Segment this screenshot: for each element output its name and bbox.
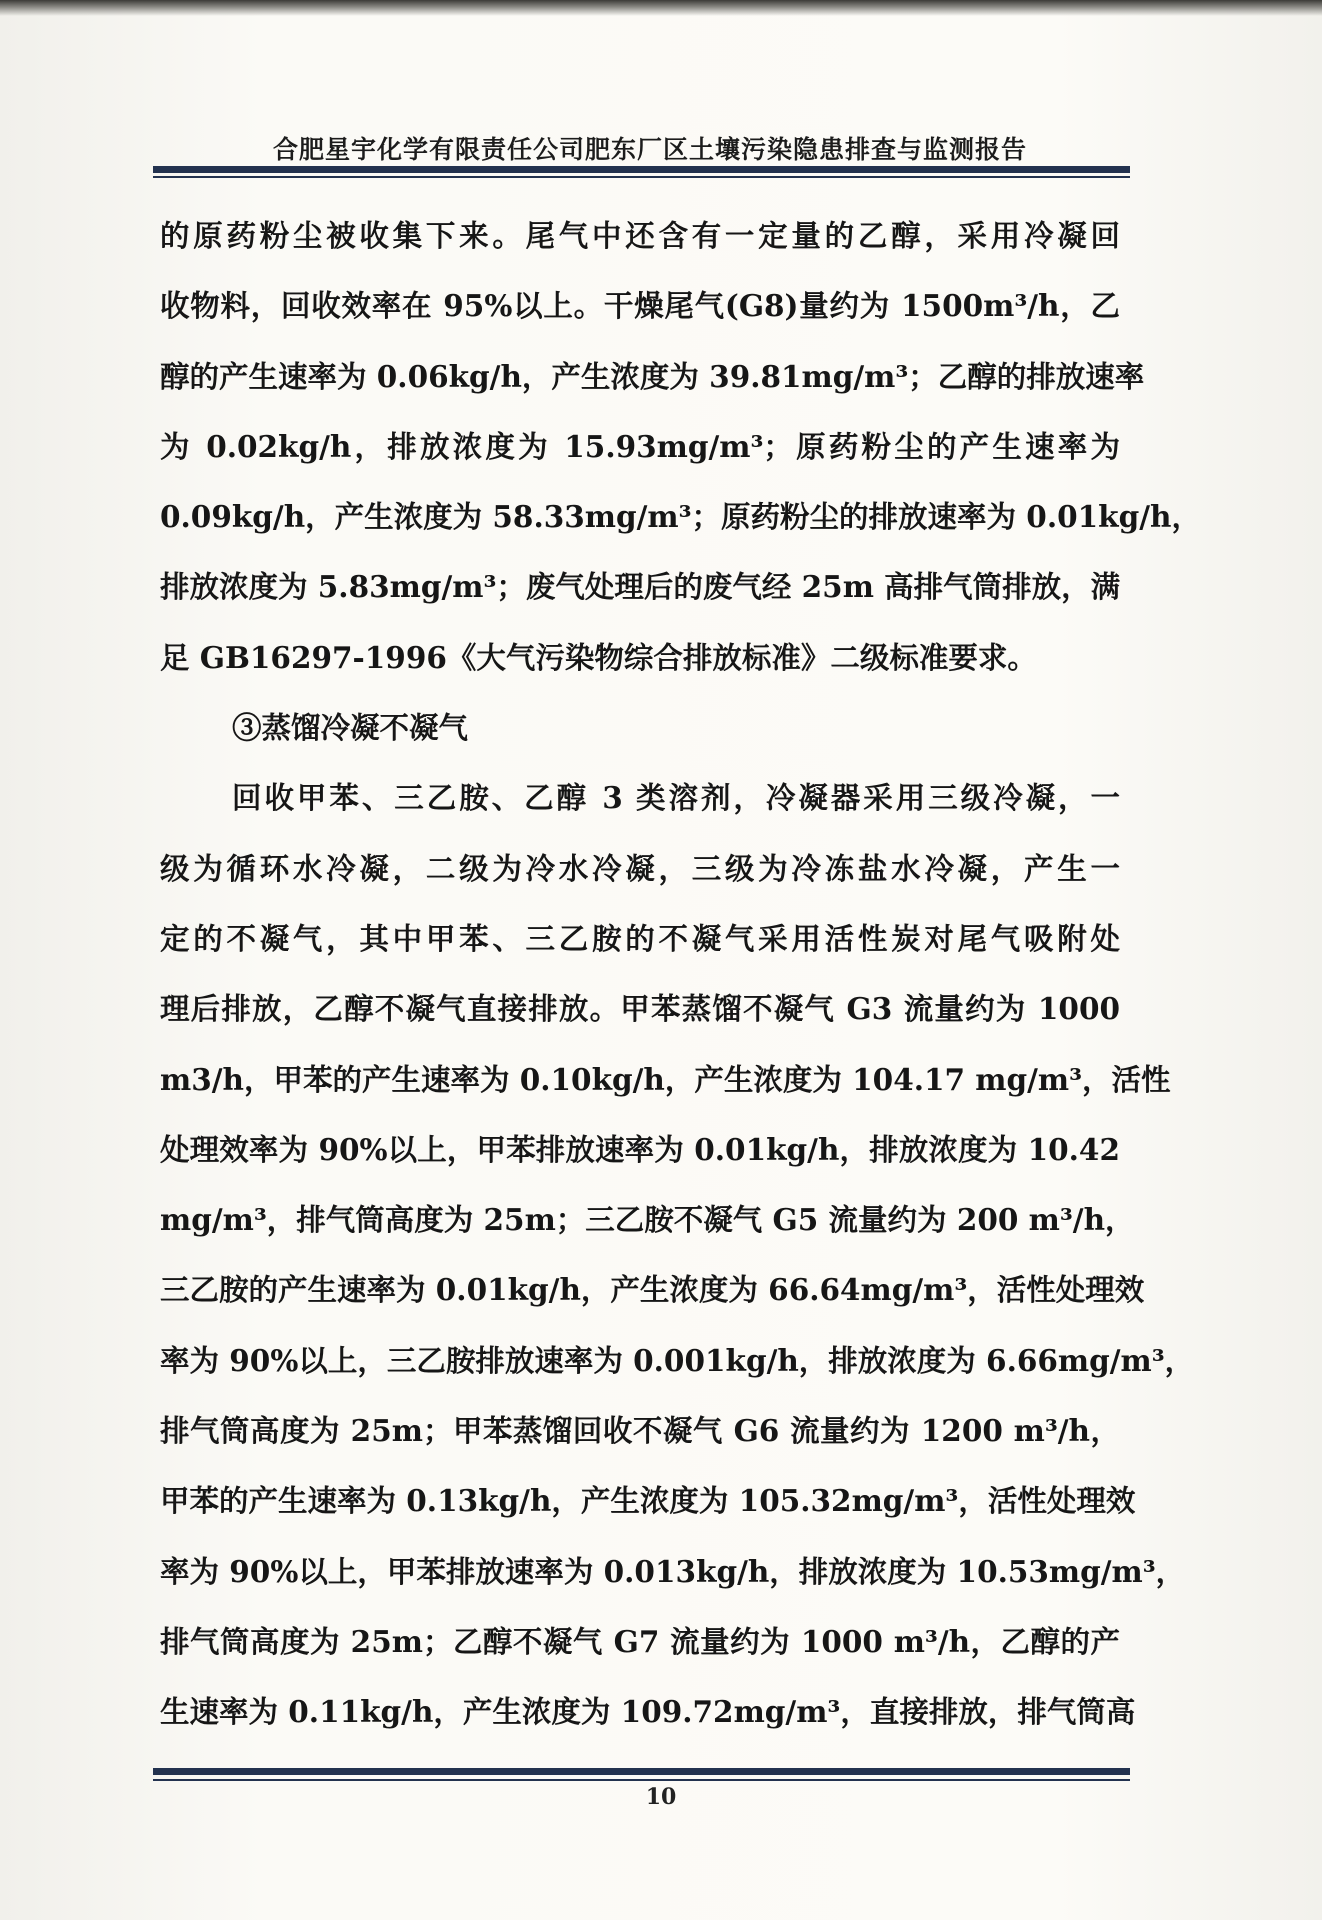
text-line: 排气筒高度为 25m；甲苯蒸馏回收不凝气 G6 流量约为 1200 m³/h， (160, 1413, 1120, 1449)
page-number: 10 (645, 1784, 677, 1810)
text-line: 醇的产生速率为 0.06kg/h，产生浓度为 39.81mg/m³；乙醇的排放速率 (160, 358, 1145, 394)
text-line: 级为循环水冷凝，二级为冷水冷凝，三级为冷冻盐水冷凝，产生一 (160, 850, 1120, 886)
page-header-title: 合肥星宇化学有限责任公司肥东厂区土壤污染隐患排查与监测报告 (272, 135, 1027, 164)
footer-rule-thick (153, 1768, 1130, 1775)
text-line: 足 GB16297-1996《大气污染物综合排放标准》二级标准要求。 (160, 639, 1037, 675)
text-line: 排放浓度为 5.83mg/m³；废气处理后的废气经 25m 高排气筒排放，满 (160, 569, 1121, 605)
text-line: 生速率为 0.11kg/h，产生浓度为 109.72mg/m³，直接排放，排气筒高 (160, 1694, 1136, 1730)
text-line: 收物料，回收效率在 95%以上。干燥尾气(G8)量约为 1500m³/h，乙 (160, 288, 1120, 324)
text-line: 0.09kg/h，产生浓度为 58.33mg/m³；原药粉尘的排放速率为 0.01kg/h， (160, 499, 1201, 535)
text-line: 为 0.02kg/h，排放浓度为 15.93mg/m³；原药粉尘的产生速率为 (160, 428, 1120, 464)
page-top-edge (0, 0, 1322, 16)
text-line: 甲苯的产生速率为 0.13kg/h，产生浓度为 105.32mg/m³，活性处理效 (160, 1483, 1136, 1519)
header-rule-thin (153, 176, 1130, 178)
body-text (160, 206, 1201, 1753)
text-line: 理后排放，乙醇不凝气直接排放。甲苯蒸馏不凝气 G3 流量约为 1000 (160, 991, 1120, 1027)
text-line: m3/h，甲苯的产生速率为 0.10kg/h，产生浓度为 104.17 mg/m³，活性 (160, 1061, 1171, 1097)
text-line: 率为 90%以上，甲苯排放速率为 0.013kg/h，排放浓度为 10.53mg/m³， (160, 1553, 1186, 1589)
text-line: 三乙胺的产生速率为 0.01kg/h，产生浓度为 66.64mg/m³，活性处理效 (160, 1272, 1145, 1308)
text-line: 排气筒高度为 25m；乙醇不凝气 G7 流量约为 1000 m³/h，乙醇的产 (160, 1623, 1120, 1659)
text-line: 的原药粉尘被收集下来。尾气中还含有一定量的乙醇，采用冷凝回 (160, 218, 1120, 253)
text-line: mg/m³，排气筒高度为 25m；三乙胺不凝气 G5 流量约为 200 m³/h， (160, 1202, 1135, 1238)
text-line: 处理效率为 90%以上，甲苯排放速率为 0.01kg/h，排放浓度为 10.42 (160, 1131, 1120, 1167)
section-heading: ③蒸馏冷凝不凝气 (232, 710, 469, 746)
footer-rule-thin (153, 1779, 1130, 1781)
text-line: 回收甲苯、三乙胺、乙醇 3 类溶剂，冷凝器采用三级冷凝，一 (232, 780, 1120, 816)
text-line: 率为 90%以上，三乙胺排放速率为 0.001kg/h，排放浓度为 6.66mg/m³， (160, 1342, 1195, 1378)
text-line: 定的不凝气，其中甲苯、三乙胺的不凝气采用活性炭对尾气吸附处 (160, 920, 1120, 956)
header-rule-thick (153, 166, 1130, 173)
